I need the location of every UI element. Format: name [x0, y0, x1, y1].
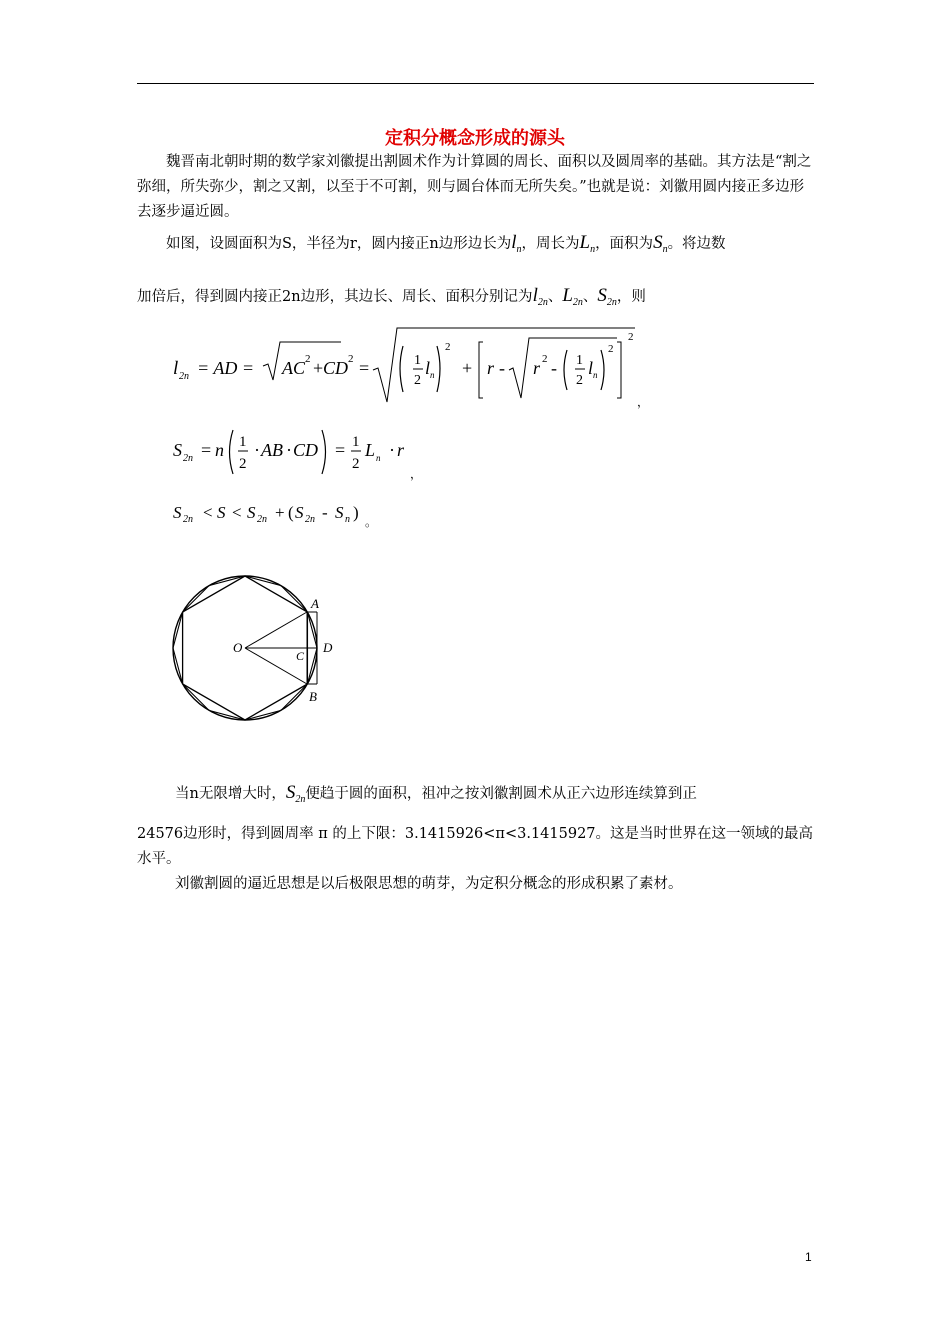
- svg-text:S: S: [335, 503, 344, 522]
- svg-text:+: +: [275, 503, 285, 522]
- svg-text:n: n: [430, 370, 435, 380]
- svg-text:+: +: [462, 358, 473, 378]
- svg-text:2: 2: [352, 456, 360, 472]
- separator: 、: [582, 289, 598, 305]
- separator: 、: [547, 289, 563, 305]
- svg-text:。: 。: [365, 515, 378, 529]
- svg-text:=: =: [201, 440, 212, 460]
- paragraph-doubling: [137, 283, 814, 315]
- svg-text:l: l: [425, 358, 431, 378]
- label-B: B: [309, 689, 317, 704]
- page-number: 1: [805, 1250, 812, 1264]
- label-C: C: [296, 649, 305, 663]
- svg-text:，: ，: [410, 467, 423, 481]
- svg-text:1: 1: [352, 434, 360, 450]
- svg-text:2: 2: [628, 331, 634, 343]
- svg-text:= AD =: = AD =: [197, 358, 254, 378]
- symbol-l-2n: $l_{2n}$: [532, 285, 548, 308]
- setup-text-3: ，面积为: [595, 236, 654, 252]
- svg-text:L: L: [365, 440, 376, 460]
- symbol-L-2n: $L_{2n}$: [562, 285, 583, 308]
- limit-text-1: 当n无限增大时，: [175, 786, 286, 802]
- svg-text:1: 1: [239, 434, 247, 450]
- symbol-S-2n-limit: $S_{2n}$: [285, 782, 306, 805]
- svg-text:-: -: [551, 358, 557, 378]
- svg-text:S: S: [173, 440, 182, 460]
- svg-text:<: <: [232, 503, 242, 522]
- svg-text:-: -: [499, 358, 505, 378]
- symbol-l-n: $l_n$: [511, 232, 522, 255]
- svg-text:2n: 2n: [305, 514, 315, 525]
- svg-text:2n: 2n: [183, 453, 193, 464]
- setup-text-2: ，周长为: [521, 236, 580, 252]
- svg-text:S: S: [247, 503, 256, 522]
- svg-text:(: (: [288, 503, 294, 522]
- svg-text:·: ·: [389, 440, 395, 460]
- svg-text:2: 2: [542, 353, 548, 365]
- symbol-S-2n: $S_{2n}$: [597, 285, 617, 308]
- svg-text:2n: 2n: [183, 514, 193, 525]
- svg-text:AB: AB: [261, 440, 283, 460]
- svg-text:，: ，: [637, 395, 650, 409]
- svg-text:n: n: [345, 514, 350, 525]
- svg-text:2: 2: [445, 341, 451, 353]
- svg-text:l: l: [173, 358, 179, 379]
- svg-text:CD: CD: [323, 358, 349, 378]
- paragraph-intro: 魏晋南北朝时期的数学家刘徽提出割圆术作为计算圆的周长、面积以及圆周率的基础。其方法是“割之弥细，所失弥少，割之又割，以至于不可割，则与圆台体而无所失矣。”也就是说：刘徽用圆内接正多边形去逐步逼近圆。: [137, 154, 812, 220]
- svg-text:<: <: [203, 503, 213, 522]
- page-title: 定积分概念形成的源头: [385, 128, 565, 149]
- label-D: D: [323, 640, 333, 655]
- symbol-S-n: $S_n$: [653, 232, 668, 255]
- paragraph-pi-bounds: 24576边形时，得到圆周率 π 的上下限：3.1415926<π<3.1415927。这是当时世界在这一领域的最高水平。: [137, 826, 814, 867]
- svg-text:l: l: [588, 358, 594, 378]
- formula-s2n: [165, 418, 435, 488]
- svg-text:·: ·: [254, 440, 260, 460]
- symbol-L-n: $L_n$: [579, 232, 596, 255]
- svg-text:1: 1: [414, 353, 421, 368]
- svg-text:1: 1: [576, 353, 583, 368]
- svg-text:=: =: [359, 358, 370, 378]
- svg-text:2: 2: [576, 373, 583, 388]
- header-rule: [137, 83, 814, 84]
- svg-text:2n: 2n: [179, 371, 189, 382]
- svg-text:n: n: [215, 440, 224, 460]
- svg-text:n: n: [593, 370, 598, 380]
- svg-text:+: +: [313, 358, 324, 378]
- paragraph-conclusion: 刘徽割圆的逼近思想是以后极限思想的萌芽，为定积分概念的形成积累了素材。: [175, 876, 683, 892]
- doubling-text-end: ，则: [616, 289, 646, 305]
- svg-text:S: S: [295, 503, 304, 522]
- limit-text-2: 便趋于圆的面积，祖冲之按刘徽割圆术从正六边形连续算到正: [305, 786, 697, 802]
- svg-text:=: =: [335, 440, 346, 460]
- formula-inequality: [165, 494, 425, 534]
- svg-text:2: 2: [608, 343, 614, 355]
- svg-text:2: 2: [348, 353, 354, 365]
- svg-text:n: n: [376, 453, 381, 463]
- svg-text:AC: AC: [282, 358, 306, 378]
- svg-text:S: S: [173, 503, 182, 522]
- svg-text:): ): [353, 503, 359, 522]
- svg-text:2: 2: [414, 373, 421, 388]
- setup-text-1: 如图，设圆面积为S，半径为r，圆内接正n边形边长为: [166, 236, 512, 252]
- svg-text:S: S: [217, 503, 226, 522]
- label-O: O: [233, 640, 243, 655]
- svg-text:2n: 2n: [257, 514, 267, 525]
- svg-text:-: -: [322, 503, 328, 522]
- svg-text:2: 2: [239, 456, 247, 472]
- label-A: A: [311, 596, 319, 611]
- svg-text:CD: CD: [293, 440, 319, 460]
- svg-text:·: ·: [286, 440, 292, 460]
- formula-l2n: [165, 322, 665, 412]
- circle-polygon-figure: [165, 565, 355, 740]
- doubling-text-1: 加倍后，得到圆内接正2n边形，其边长、周长、面积分别记为: [137, 289, 533, 305]
- setup-text-4: 。将边数: [667, 236, 726, 252]
- svg-text:r: r: [487, 358, 495, 378]
- svg-text:2: 2: [305, 353, 311, 365]
- paragraph-setup: [137, 230, 814, 262]
- svg-text:r: r: [533, 358, 541, 378]
- radius-OA: [245, 612, 307, 648]
- paragraph-limit: [137, 780, 814, 812]
- svg-text:r: r: [397, 440, 405, 460]
